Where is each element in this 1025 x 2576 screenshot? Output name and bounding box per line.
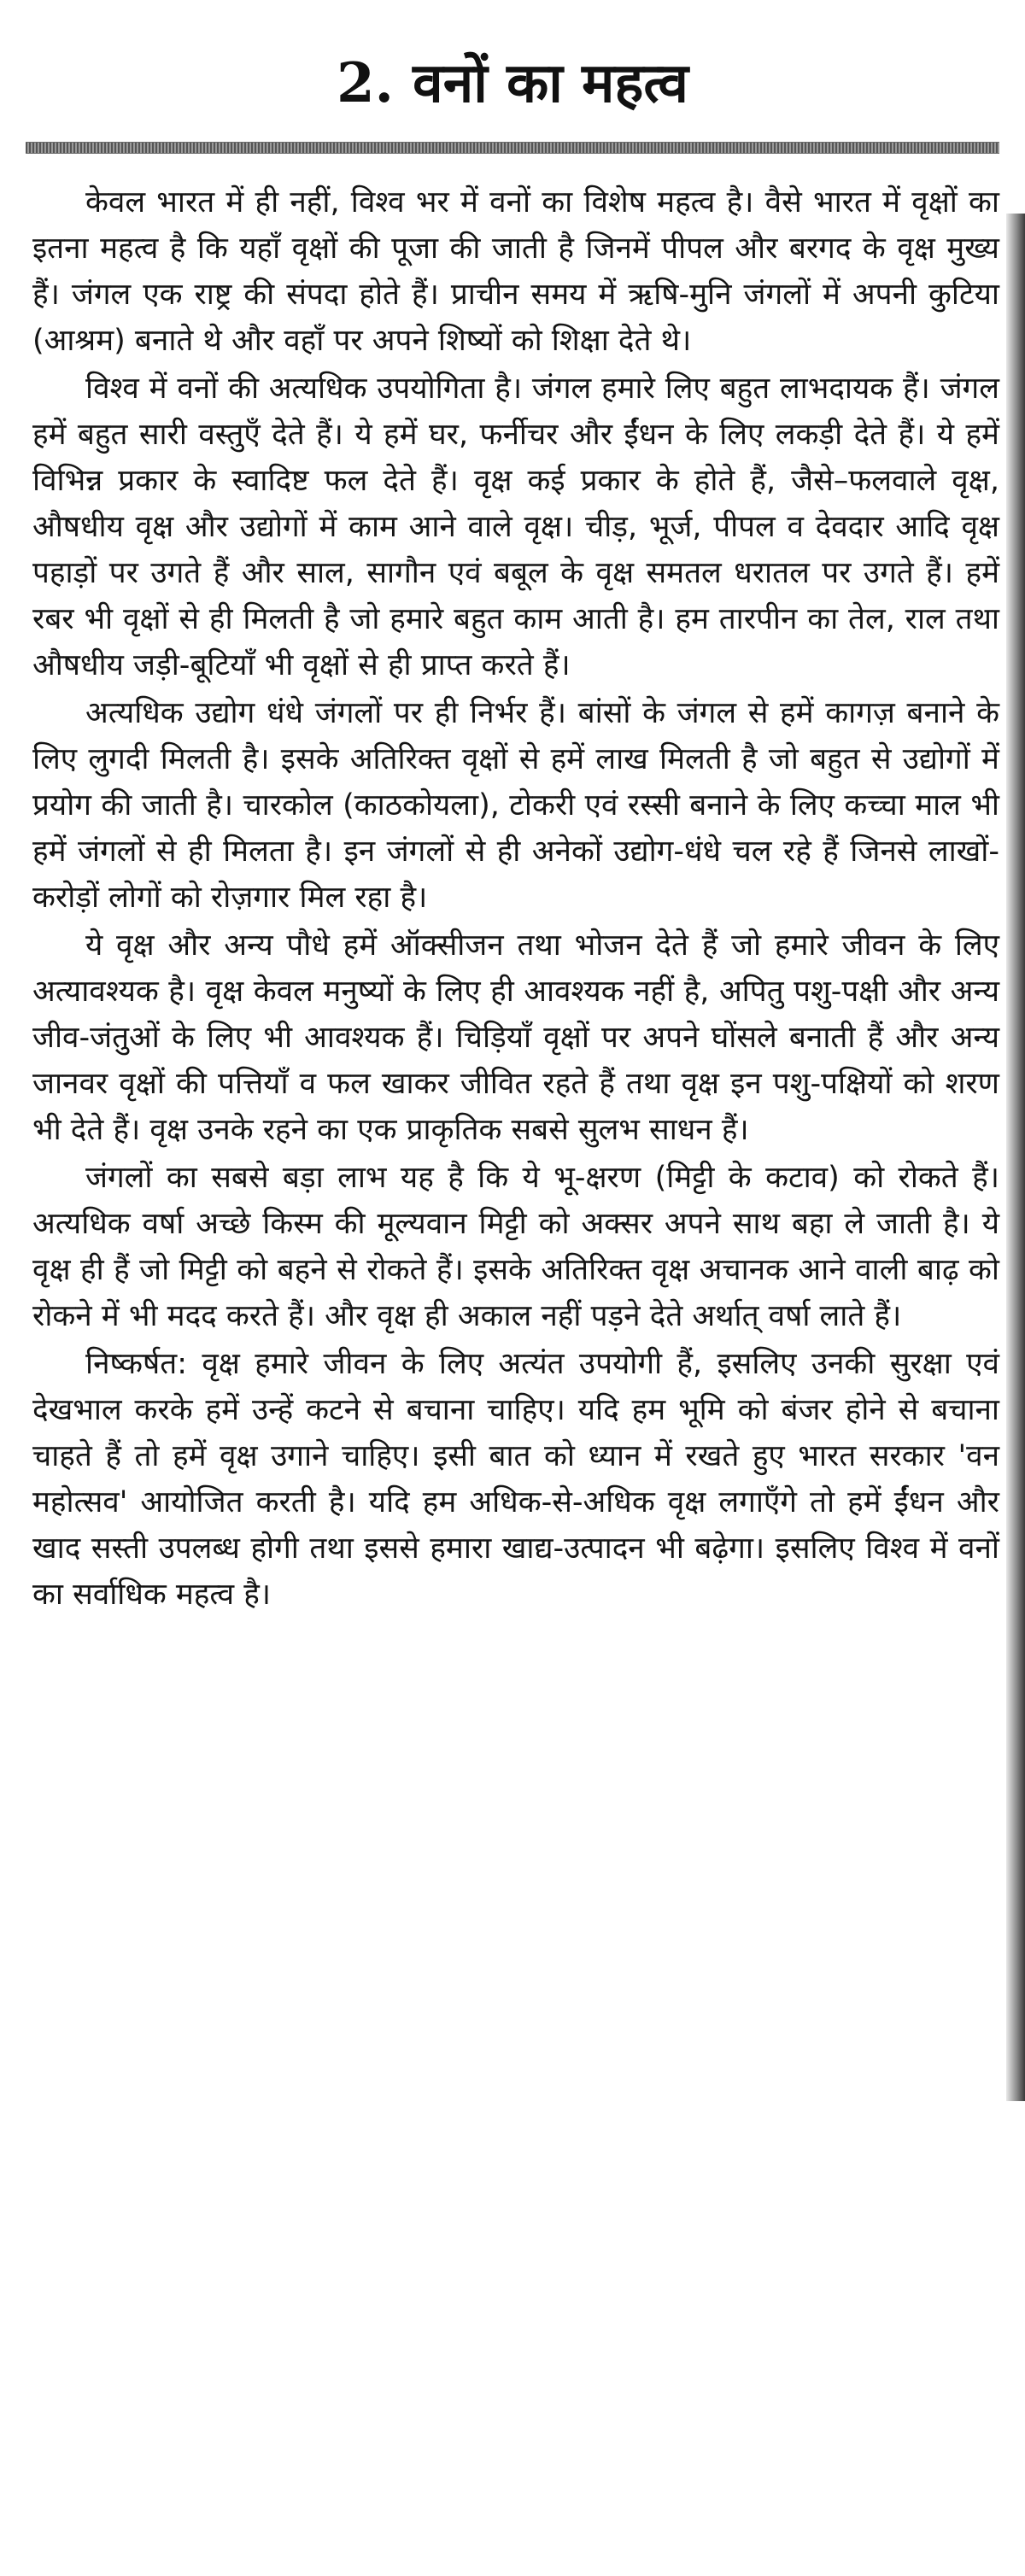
page-edge-shadow — [1006, 214, 1025, 2101]
essay-body — [32, 179, 999, 1618]
paragraph-4: ये वृक्ष और अन्य पौधे हमें ऑक्सीजन तथा भोजन देते हैं जो हमारे जीवन के लिए अत्यावश्यक है। वृक्ष केवल मनुष्यों के लिए ही आवश्यक नहीं है, अपितु पशु-पक्षी और अन्य जीव-जंतुओं के लिए भी आवश्यक हैं। चिड़ियाँ वृक्षों पर अपने घोंसले बनाती हैं और अन्य जानवर वृक्षों की पत्तियाँ व फल खाकर जीवित रहते हैं तथा वृक्ष इन पशु-पक्षियों को शरण भी देते हैं। वृक्ष उनके रहने का एक प्राकृतिक सबसे सुलभ साधन हैं। — [32, 928, 999, 1147]
paragraph-3: अत्यधिक उद्योग धंधे जंगलों पर ही निर्भर हैं। बांसों के जंगल से हमें कागज़ बनाने के लिए लुगदी मिलती है। इसके अतिरिक्त वृक्षों से हमें लाख मिलती है जो बहुत से उद्योगों में प्रयोग की जाती है। चारकोल (काठकोयला), टोकरी एवं रस्सी बनाने के लिए कच्चा माल भी हमें जंगलों से ही मिलता है। इन जंगलों से ही अनेकों उद्योग-धंधे चल रहे हैं जिनसे लाखों-करोड़ों लोगों को रोज़गार मिल रहा है। — [32, 696, 999, 915]
page-title: 2. वनों का महत्व — [337, 51, 688, 115]
paragraph-5: जंगलों का सबसे बड़ा लाभ यह है कि ये भू-क्षरण (मिट्टी के कटाव) को रोकते हैं। अत्यधिक वर्षा अच्छे किस्म की मूल्यवान मिट्टी को अक्सर अपने साथ बहा ले जाती है। ये वृक्ष ही हैं जो मिट्टी को बहने से रोकते हैं। इसके अतिरिक्त वृक्ष अचानक आने वाली बाढ़ को रोकने में भी मदद करते हैं। और वृक्ष ही अकाल नहीं पड़ने देते अर्थात् वर्षा लाते हैं। — [32, 1161, 999, 1333]
paragraph-2: विश्व में वनों की अत्यधिक उपयोगिता है। जंगल हमारे लिए बहुत लाभदायक हैं। जंगल हमें बहुत सारी वस्तुएँ देते हैं। ये हमें घर, फर्नीचर और ईंधन के लिए लकड़ी देते हैं। ये हमें विभिन्न प्रकार के स्वादिष्ट फल देते हैं। वृक्ष कई प्रकार के होते हैं, जैसे–फलवाले वृक्ष, औषधीय वृक्ष और उद्योगों में काम आने वाले वृक्ष। चीड़, भूर्ज, पीपल व देवदार आदि वृक्ष पहाड़ों पर उगते हैं और साल, सागौन एवं बबूल के वृक्ष समतल धरातल पर उगते हैं। हमें रबर भी वृक्षों से ही मिलती है जो हमारे बहुत काम आती है। हम तारपीन का तेल, राल तथा औषधीय जड़ी-बूटियाँ भी वृक्षों से ही प्राप्त करते हैं। — [32, 372, 999, 682]
paragraph-1: केवल भारत में ही नहीं, विश्व भर में वनों का विशेष महत्व है। वैसे भारत में वृक्षों का इतना महत्व है कि यहाँ वृक्षों की पूजा की जाती है जिनमें पीपल और बरगद के वृक्ष मुख्य हैं। जंगल एक राष्ट्र की संपदा होते हैं। प्राचीन समय में ऋषि-मुनि जंगलों में अपनी कुटिया (आश्रम) बनाते थे और वहाँ पर अपने शिष्यों को शिक्षा देते थे। — [32, 185, 999, 358]
title-divider — [26, 142, 999, 154]
paragraph-conclusion: निष्कर्षत: वृक्ष हमारे जीवन के लिए अत्यंत उपयोगी हैं, इसलिए उनकी सुरक्षा एवं देखभाल करके हमें उन्हें कटने से बचाना चाहिए। यदि हम भूमि को बंजर होने से बचाना चाहते हैं तो हमें वृक्ष उगाने चाहिए। इसी बात को ध्यान में रखते हुए भारत सरकार 'वन महोत्सव' आयोजित करती है। यदि हम अधिक-से-अधिक वृक्ष लगाएँगे तो हमें ईंधन और खाद सस्ती उपलब्ध होगी तथा इससे हमारा खाद्य-उत्पादन भी बढ़ेगा। इसलिए विश्व में वनों का सर्वाधिक महत्व है। — [32, 1347, 999, 1612]
